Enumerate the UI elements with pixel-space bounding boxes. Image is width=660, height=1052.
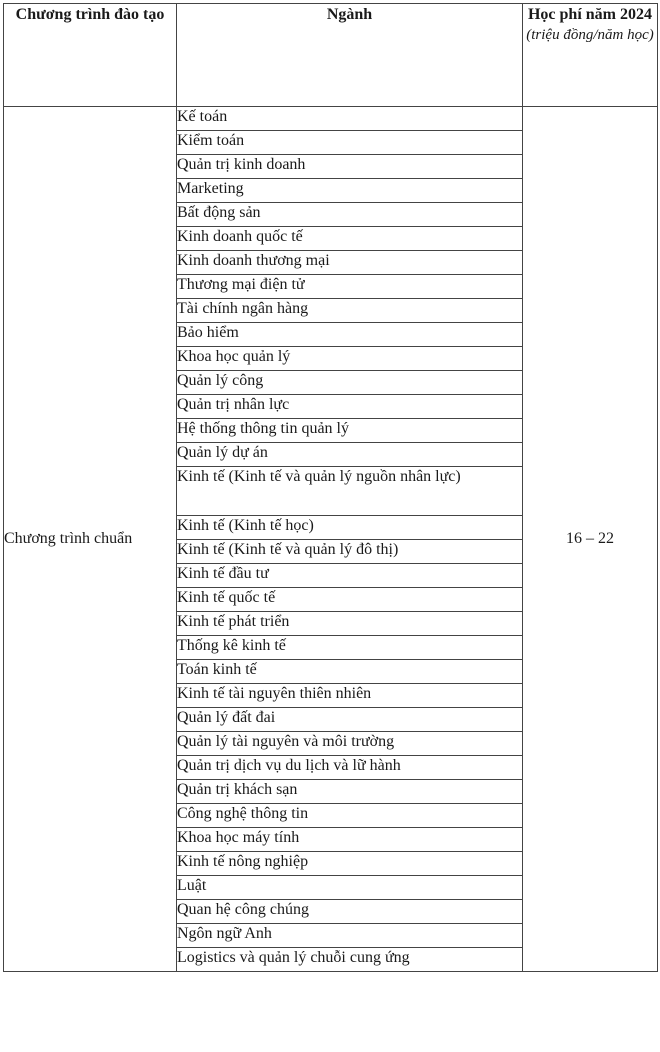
table-row — [4, 107, 658, 131]
major-cell: Thống kê kinh tế — [177, 636, 523, 660]
major-cell: Kiểm toán — [177, 131, 523, 155]
major-cell: Quản trị khách sạn — [177, 780, 523, 804]
table-body — [4, 107, 658, 972]
major-cell: Kinh doanh quốc tế — [177, 227, 523, 251]
major-cell: Luật — [177, 876, 523, 900]
major-cell: Khoa học quản lý — [177, 347, 523, 371]
major-cell: Kinh tế (Kinh tế và quản lý nguồn nhân lực) — [177, 467, 523, 516]
tuition-table — [3, 3, 658, 972]
major-cell: Kinh doanh thương mại — [177, 251, 523, 275]
header-fee-title: Học phí năm 2024 — [527, 6, 652, 23]
major-cell: Quản lý đất đai — [177, 708, 523, 732]
program-cell: Chương trình chuẩn — [4, 107, 177, 972]
major-cell: Marketing — [177, 179, 523, 203]
major-cell: Logistics và quản lý chuỗi cung ứng — [177, 948, 523, 972]
major-cell: Quản trị dịch vụ du lịch và lữ hành — [177, 756, 523, 780]
fee-cell: 16 – 22 — [523, 107, 658, 972]
major-cell: Hệ thống thông tin quản lý — [177, 419, 523, 443]
major-cell: Kinh tế tài nguyên thiên nhiên — [177, 684, 523, 708]
header-fee — [523, 4, 658, 107]
major-cell: Kinh tế đầu tư — [177, 564, 523, 588]
major-cell: Tài chính ngân hàng — [177, 299, 523, 323]
major-cell: Quản trị nhân lực — [177, 395, 523, 419]
major-cell: Quản lý dự án — [177, 443, 523, 467]
major-cell: Quan hệ công chúng — [177, 900, 523, 924]
major-cell: Thương mại điện tử — [177, 275, 523, 299]
major-cell: Kế toán — [177, 107, 523, 131]
major-cell: Toán kinh tế — [177, 660, 523, 684]
header-row — [4, 4, 658, 107]
major-cell: Kinh tế nông nghiệp — [177, 852, 523, 876]
major-cell: Kinh tế phát triển — [177, 612, 523, 636]
major-cell: Bảo hiểm — [177, 323, 523, 347]
major-cell: Kinh tế quốc tế — [177, 588, 523, 612]
major-cell: Công nghệ thông tin — [177, 804, 523, 828]
header-program: Chương trình đào tạo — [4, 4, 177, 107]
header-major: Ngành — [177, 4, 523, 107]
major-cell: Quản trị kinh doanh — [177, 155, 523, 179]
major-cell: Khoa học máy tính — [177, 828, 523, 852]
major-cell: Ngôn ngữ Anh — [177, 924, 523, 948]
major-cell: Quản lý công — [177, 371, 523, 395]
major-cell: Bất động sản — [177, 203, 523, 227]
major-cell: Quản lý tài nguyên và môi trường — [177, 732, 523, 756]
header-fee-unit: (triệu đồng/năm học) — [526, 27, 654, 43]
major-cell: Kinh tế (Kinh tế học) — [177, 516, 523, 540]
major-cell: Kinh tế (Kinh tế và quản lý đô thị) — [177, 540, 523, 564]
